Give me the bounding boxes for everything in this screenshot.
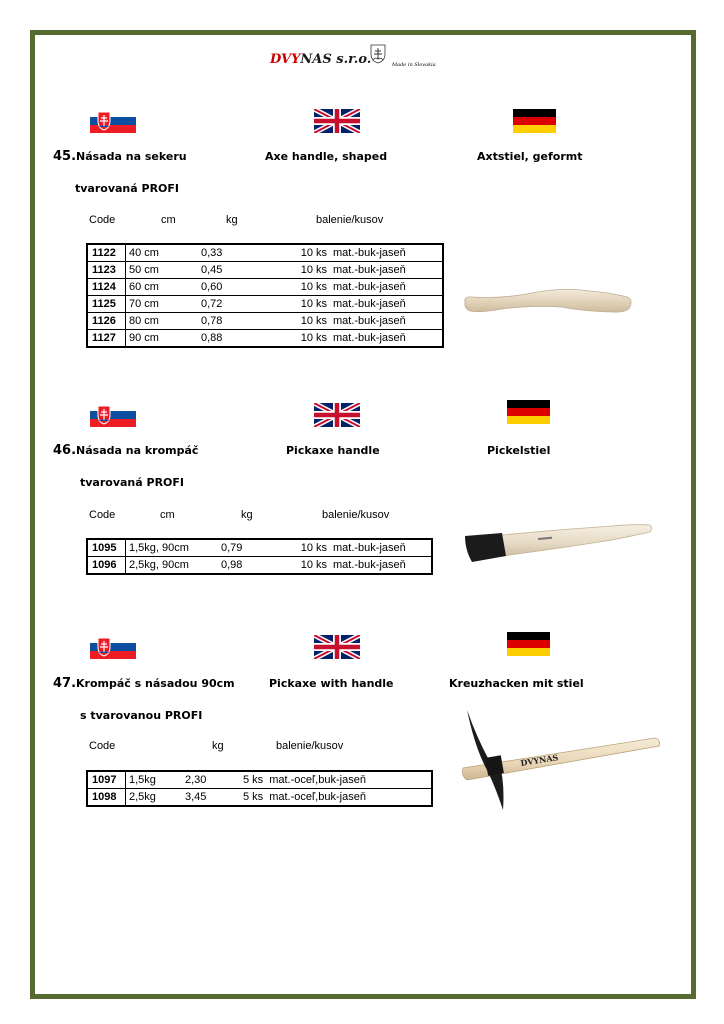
section-46-title-en: Pickaxe handle — [286, 444, 380, 457]
section-46-number: 46. — [53, 443, 77, 458]
cell-material: mat.-buk-jaseň — [330, 557, 432, 575]
cell-pack: 10 ks — [282, 557, 330, 575]
cell-material: mat.-buk-jaseň — [330, 262, 443, 279]
cell-size: 2,5kg, 90cm — [126, 557, 219, 575]
spec-table-46 — [86, 538, 433, 575]
cell-material: mat.-buk-jaseň — [330, 279, 443, 296]
table-row — [87, 313, 443, 330]
col-header-code: Code — [89, 509, 116, 521]
cell-material: mat.-buk-jaseň — [330, 313, 443, 330]
uk-flag-icon — [314, 403, 360, 427]
cell-code: 1123 — [87, 262, 126, 279]
axe-handle-photo — [462, 285, 634, 325]
cell-material: mat.-buk-jaseň — [330, 296, 443, 313]
cell-weight: 0,60 — [198, 279, 274, 296]
table-row — [87, 279, 443, 296]
cell-length: 80 cm — [126, 313, 199, 330]
pickaxe-brand-label: DVYNAS — [519, 752, 559, 768]
cell-code: 1122 — [87, 244, 126, 262]
cell-length: 40 cm — [126, 244, 199, 262]
section-45-title-sk — [53, 149, 187, 164]
table-row — [87, 296, 443, 313]
section-47-title-sk — [53, 676, 235, 691]
cell-length: 70 cm — [126, 296, 199, 313]
table-row — [87, 330, 443, 348]
cell-length: 90 cm — [126, 330, 199, 348]
german-flag-icon — [507, 632, 550, 656]
cell-code: 1124 — [87, 279, 126, 296]
col-header-cm: cm — [161, 214, 176, 226]
section-47-title-en: Pickaxe with handle — [269, 677, 394, 690]
col-header-code: Code — [89, 740, 116, 752]
section-47-title-de: Kreuzhacken mit stiel — [449, 677, 584, 690]
cell-code: 1126 — [87, 313, 126, 330]
cell-size: 1,5kg — [126, 771, 183, 789]
made-in-slovakia: Made in Slovakia — [392, 62, 436, 68]
brand-logo — [270, 52, 371, 67]
section-46-title-sk-text: Násada na krompáč — [76, 444, 199, 457]
col-header-kg: kg — [226, 214, 238, 226]
slovak-crest-icon — [370, 44, 386, 64]
cell-code: 1098 — [87, 789, 126, 807]
cell-weight: 0,88 — [198, 330, 274, 348]
section-45-number: 45. — [53, 149, 77, 164]
brand-red: DVY — [270, 52, 301, 67]
table-row — [87, 771, 432, 789]
cell-code: 1125 — [87, 296, 126, 313]
cell-weight: 0,78 — [198, 313, 274, 330]
cell-weight: 0,98 — [218, 557, 282, 575]
col-header-cm: cm — [160, 509, 175, 521]
cell-weight: 2,30 — [182, 771, 240, 789]
cell-material: mat.-oceľ,buk-jaseň — [266, 789, 432, 807]
cell-pack: 10 ks — [274, 244, 330, 262]
cell-material: mat.-oceľ,buk-jaseň — [266, 771, 432, 789]
section-45-title-sk-text: Násada na sekeru — [76, 150, 187, 163]
section-45-title-en: Axe handle, shaped — [265, 150, 388, 163]
section-47-number: 47. — [53, 676, 77, 691]
cell-pack: 10 ks — [274, 296, 330, 313]
german-flag-icon — [507, 400, 550, 424]
table-row — [87, 539, 432, 557]
pickaxe-handle-photo — [462, 520, 654, 564]
cell-code: 1127 — [87, 330, 126, 348]
col-header-packaging: balenie/kusov — [276, 740, 344, 752]
cell-length: 50 cm — [126, 262, 199, 279]
table-row — [87, 262, 443, 279]
slovak-flag-icon — [90, 403, 136, 427]
cell-size: 2,5kg — [126, 789, 183, 807]
section-46-title-sk — [53, 443, 198, 458]
spec-table-45 — [86, 243, 444, 348]
col-header-kg: kg — [241, 509, 253, 521]
section-45-subtitle: tvarovaná PROFI — [75, 182, 180, 195]
cell-weight: 0,72 — [198, 296, 274, 313]
table-row — [87, 789, 432, 807]
uk-flag-icon — [314, 109, 360, 133]
col-header-packaging: balenie/kusov — [322, 509, 390, 521]
slovak-flag-icon — [90, 635, 136, 659]
spec-table-47 — [86, 770, 433, 807]
cell-pack: 5 ks — [240, 771, 266, 789]
section-47-subtitle: s tvarovanou PROFI — [80, 709, 203, 722]
slovak-flag-icon — [90, 109, 136, 133]
cell-code: 1097 — [87, 771, 126, 789]
cell-weight: 0,33 — [198, 244, 274, 262]
cell-pack: 10 ks — [274, 279, 330, 296]
section-46-subtitle: tvarovaná PROFI — [80, 476, 185, 489]
section-45-title-de: Axtstiel, geformt — [477, 150, 583, 163]
cell-length: 60 cm — [126, 279, 199, 296]
brand-rest: NAS s.r.o. — [300, 52, 372, 67]
col-header-code: Code — [89, 214, 116, 226]
cell-pack: 10 ks — [274, 262, 330, 279]
cell-weight: 0,45 — [198, 262, 274, 279]
cell-weight: 3,45 — [182, 789, 240, 807]
german-flag-icon — [513, 109, 556, 133]
cell-code: 1096 — [87, 557, 126, 575]
cell-material: mat.-buk-jaseň — [330, 539, 432, 557]
cell-pack: 10 ks — [274, 330, 330, 348]
cell-pack: 10 ks — [282, 539, 330, 557]
cell-pack: 10 ks — [274, 313, 330, 330]
cell-code: 1095 — [87, 539, 126, 557]
cell-material: mat.-buk-jaseň — [330, 244, 443, 262]
cell-weight: 0,79 — [218, 539, 282, 557]
table-row — [87, 557, 432, 575]
cell-pack: 5 ks — [240, 789, 266, 807]
col-header-packaging: balenie/kusov — [316, 214, 384, 226]
section-47-title-sk-text: Krompáč s násadou 90cm — [76, 677, 235, 690]
table-row — [87, 244, 443, 262]
cell-size: 1,5kg, 90cm — [126, 539, 219, 557]
section-46-title-de: Pickelstiel — [487, 444, 551, 457]
cell-material: mat.-buk-jaseň — [330, 330, 443, 348]
pickaxe-with-handle-photo — [459, 708, 663, 812]
uk-flag-icon — [314, 635, 360, 659]
col-header-kg: kg — [212, 740, 224, 752]
